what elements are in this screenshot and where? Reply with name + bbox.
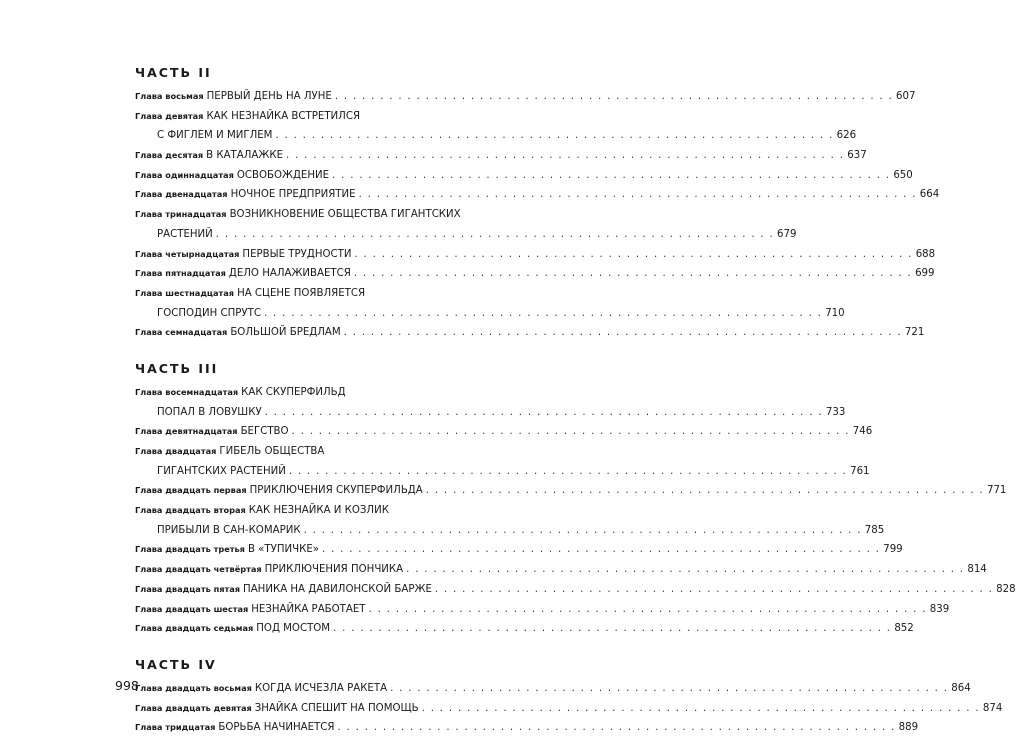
part-heading: ЧАСТЬ IV — [135, 656, 217, 672]
chapter-page-number: 710 — [825, 307, 845, 319]
chapter-page-number: 679 — [777, 228, 797, 240]
chapter-title: КОГДА ИСЧЕЗЛА РАКЕТА — [254, 682, 388, 694]
toc-entry[interactable] — [135, 205, 797, 244]
dot-leader: . . . . . . . . . . . . . . . . . . . . . . . . . . . . . . . . . . . . . . . . . . . . . . . . . . . . . . . . . . . . . . — [286, 150, 845, 162]
chapter-title: ПРИКЛЮЧЕНИЯ ПОНЧИКА — [264, 564, 404, 576]
chapter-prefix: Глава шестнадцатая — [135, 287, 235, 298]
chapter-page-number: 688 — [915, 248, 936, 260]
chapter-title: ОСВОБОЖДЕНИЕ — [236, 169, 330, 181]
chapter-page-number: 799 — [883, 544, 903, 556]
chapter-title: ГИБЕЛЬ ОБЩЕСТВА — [219, 446, 325, 457]
chapter-prefix: Глава двадцать восьмая — [135, 682, 252, 693]
toc-entry[interactable] — [135, 442, 870, 481]
chapter-page-number: 607 — [896, 91, 916, 102]
toc-entry-line — [135, 126, 857, 146]
dot-leader: . . . . . . . . . . . . . . . . . . . . . . . . . . . . . . . . . . . . . . . . . . . . . . . . . . . . . . . . . . . . . . — [264, 406, 823, 418]
chapter-title: ПЕРВЫЙ ДЕНЬ НА ЛУНЕ — [206, 91, 332, 102]
dot-leader: . . . . . . . . . . . . . . . . . . . . . . . . . . . . . . . . . . . . . . . . . . . . . . . . . . . . . . . . . . . . . . — [303, 524, 862, 536]
toc-entry-line — [135, 699, 1003, 719]
toc-entry[interactable] — [135, 146, 867, 166]
dot-leader: . . . . . . . . . . . . . . . . . . . . . . . . . . . . . . . . . . . . . . . . . . . . . . . . . . . . . . . . . . . . . . — [333, 623, 892, 635]
toc-entry-line — [135, 107, 472, 127]
toc-entry[interactable] — [135, 481, 1007, 501]
chapter-prefix: Глава тринадцатая — [135, 209, 227, 220]
page-number: 998 — [115, 678, 139, 693]
chapter-prefix: Глава двадцать шестая — [135, 603, 249, 614]
toc-entry-line — [135, 580, 1016, 600]
toc-entry[interactable] — [135, 383, 846, 422]
chapter-title: ПЕРВЫЕ ТРУДНОСТИ — [242, 248, 352, 260]
dot-leader: . . . . . . . . . . . . . . . . . . . . . . . . . . . . . . . . . . . . . . . . . . . . . . . . . . . . . . . . . . . . . . — [334, 91, 894, 102]
chapter-prefix: Глава двадцать седьмая — [135, 623, 254, 634]
chapter-prefix: Глава двадцатая — [135, 446, 217, 456]
chapter-prefix: Глава девятая — [135, 110, 204, 121]
toc-entry-line — [135, 462, 870, 482]
chapter-prefix: Глава одиннадцатая — [135, 169, 234, 180]
toc-entry[interactable] — [135, 619, 914, 639]
chapter-title: КАК НЕЗНАЙКА ВСТРЕТИЛСЯ — [206, 110, 361, 122]
dot-leader: . . . . . . . . . . . . . . . . . . . . . . . . . . . . . . . . . . . . . . . . . . . . . . . . . . . . . . . . . . . . . . — [291, 426, 850, 438]
dot-leader: . . . . . . . . . . . . . . . . . . . . . . . . . . . . . . . . . . . . . . . . . . . . . . . . . . . . . . . . . . . . . . — [368, 603, 927, 615]
part-heading: ЧАСТЬ II — [135, 65, 212, 80]
chapter-page-number: 864 — [951, 682, 971, 694]
toc-entry-line — [135, 304, 845, 324]
chapter-title: ПАНИКА НА ДАВИЛОНСКОЙ БАРЖЕ — [243, 583, 432, 595]
chapter-title: ГИГАНТСКИХ РАСТЕНИЙ — [157, 465, 286, 477]
toc-entry-line — [135, 501, 472, 521]
toc-entry-line — [135, 540, 903, 560]
toc-entry[interactable] — [135, 600, 950, 620]
chapter-page-number: 839 — [929, 603, 950, 615]
toc-entry[interactable] — [135, 107, 857, 146]
dot-leader: . . . . . . . . . . . . . . . . . . . . . . . . . . . . . . . . . . . . . . . . . . . . . . . . . . . . . . . . . . . . . . — [215, 228, 775, 240]
chapter-page-number: 814 — [967, 564, 987, 576]
chapter-title: КАК СКУПЕРФИЛЬД — [241, 386, 346, 398]
chapter-prefix: Глава двадцать первая — [135, 485, 247, 496]
toc-entry[interactable] — [135, 264, 935, 284]
chapter-title: ДЕЛО НАЛАЖИВАЕТСЯ — [228, 268, 351, 280]
toc-entry[interactable] — [135, 87, 916, 107]
toc-entry-line — [135, 87, 916, 107]
toc-entry-line — [135, 205, 472, 225]
dot-leader: . . . . . . . . . . . . . . . . . . . . . . . . . . . . . . . . . . . . . . . . . . . . . . . . . . . . . . . . . . . . . . — [390, 682, 949, 694]
dot-leader: . . . . . . . . . . . . . . . . . . . . . . . . . . . . . . . . . . . . . . . . . . . . . . . . . . . . . . . . . . . . . . — [434, 583, 994, 595]
part-heading: ЧАСТЬ III — [135, 360, 219, 376]
toc-entry[interactable] — [135, 422, 873, 442]
dot-leader: . . . . . . . . . . . . . . . . . . . . . . . . . . . . . . . . . . . . . . . . . . . . . . . . . . . . . . . . . . . . . . — [275, 130, 834, 142]
toc-entry-line — [135, 422, 873, 442]
dot-leader: . . . . . . . . . . . . . . . . . . . . . . . . . . . . . . . . . . . . . . . . . . . . . . . . . . . . . . . . . . . . . . — [358, 189, 917, 201]
toc-entry[interactable] — [135, 540, 903, 560]
chapter-prefix: Глава двадцать пятая — [135, 583, 241, 594]
chapter-title: ЗНАЙКА СПЕШИТ НА ПОМОЩЬ — [254, 702, 419, 714]
toc-entry-line — [135, 245, 936, 265]
dot-leader: . . . . . . . . . . . . . . . . . . . . . . . . . . . . . . . . . . . . . . . . . . . . . . . . . . . . . . . . . . . . . . — [322, 544, 881, 556]
dot-leader: . . . . . . . . . . . . . . . . . . . . . . . . . . . . . . . . . . . . . . . . . . . . . . . . . . . . . . . . . . . . . . — [406, 564, 965, 576]
toc-entry-line — [135, 521, 885, 541]
toc-entry-line — [135, 284, 472, 304]
chapter-prefix: Глава тридцатая — [135, 722, 216, 733]
chapter-page-number: 785 — [864, 524, 885, 536]
toc-entry[interactable] — [135, 580, 1016, 600]
chapter-page-number: 889 — [898, 722, 919, 734]
toc-entry-line — [135, 403, 846, 423]
dot-leader: . . . . . . . . . . . . . . . . . . . . . . . . . . . . . . . . . . . . . . . . . . . . . . . . . . . . . . . . . . . . . . — [288, 465, 848, 477]
chapter-page-number: 771 — [986, 485, 1007, 497]
chapter-prefix: Глава двадцать четвёртая — [135, 564, 262, 575]
chapter-prefix: Глава двадцать вторая — [135, 505, 246, 516]
chapter-title: ПОД МОСТОМ — [256, 623, 331, 635]
dot-leader: . . . . . . . . . . . . . . . . . . . . . . . . . . . . . . . . . . . . . . . . . . . . . . . . . . . . . . . . . . . . . . — [332, 169, 891, 181]
dot-leader: . . . . . . . . . . . . . . . . . . . . . . . . . . . . . . . . . . . . . . . . . . . . . . . . . . . . . . . . . . . . . . — [263, 307, 823, 319]
toc-entry-line — [135, 323, 925, 343]
toc-entry-line — [135, 146, 867, 166]
chapter-title: С ФИГЛЕМ И МИГЛЕМ — [157, 130, 273, 142]
toc-entry[interactable] — [135, 245, 936, 265]
chapter-page-number: 761 — [850, 465, 870, 477]
toc-entry[interactable] — [135, 185, 940, 205]
toc-entry-line — [135, 225, 797, 245]
dot-leader: . . . . . . . . . . . . . . . . . . . . . . . . . . . . . . . . . . . . . . . . . . . . . . . . . . . . . . . . . . . . . . — [421, 702, 980, 714]
chapter-page-number: 637 — [847, 150, 867, 162]
chapter-page-number: 664 — [919, 189, 940, 201]
toc-entry-line — [135, 679, 971, 699]
chapter-page-number: 746 — [852, 426, 873, 438]
chapter-title: В «ТУПИЧКЕ» — [247, 544, 319, 556]
chapter-title: НЕЗНАЙКА РАБОТАЕТ — [251, 603, 366, 615]
chapter-prefix: Глава восьмая — [135, 91, 204, 101]
chapter-title: БОЛЬШОЙ БРЕДЛАМ — [230, 327, 341, 339]
chapter-title: БОРЬБА НАЧИНАЕТСЯ — [218, 722, 335, 734]
chapter-page-number: 852 — [894, 623, 914, 635]
dot-leader: . . . . . . . . . . . . . . . . . . . . . . . . . . . . . . . . . . . . . . . . . . . . . . . . . . . . . . . . . . . . . . — [343, 327, 902, 339]
toc-entry-line — [135, 166, 913, 186]
chapter-title: ПРИБЫЛИ В САН-КОМАРИК — [157, 524, 301, 536]
chapter-title: В КАТАЛАЖКЕ — [206, 150, 284, 162]
toc-entry-line — [135, 264, 935, 284]
toc-entry[interactable] — [135, 284, 845, 323]
chapter-title: БЕГСТВО — [240, 426, 289, 438]
toc-entry[interactable] — [135, 501, 885, 540]
chapter-prefix: Глава девятнадцатая — [135, 426, 238, 437]
chapter-prefix: Глава пятнадцатая — [135, 268, 226, 279]
chapter-page-number: 699 — [915, 268, 935, 280]
chapter-prefix: Глава двадцать третья — [135, 544, 245, 555]
dot-leader: . . . . . . . . . . . . . . . . . . . . . . . . . . . . . . . . . . . . . . . . . . . . . . . . . . . . . . . . . . . . . . — [337, 722, 896, 734]
toc-entry[interactable] — [135, 679, 971, 699]
chapter-prefix: Глава семнадцатая — [135, 327, 228, 338]
chapter-prefix: Глава восемнадцатая — [135, 386, 239, 397]
chapter-title: НОЧНОЕ ПРЕДПРИЯТИЕ — [230, 189, 356, 201]
dot-leader: . . . . . . . . . . . . . . . . . . . . . . . . . . . . . . . . . . . . . . . . . . . . . . . . . . . . . . . . . . . . . . — [425, 485, 984, 497]
chapter-title: ГОСПОДИН СПРУТС — [157, 307, 261, 319]
chapter-page-number: 650 — [893, 169, 913, 181]
toc-entry[interactable] — [135, 718, 919, 738]
toc-entry-line — [135, 383, 472, 403]
chapter-title: КАК НЕЗНАЙКА И КОЗЛИК — [248, 505, 389, 517]
toc-entry[interactable] — [135, 699, 1003, 719]
toc-entry-line — [135, 560, 987, 580]
chapter-title: РАСТЕНИЙ — [157, 228, 213, 240]
dot-leader: . . . . . . . . . . . . . . . . . . . . . . . . . . . . . . . . . . . . . . . . . . . . . . . . . . . . . . . . . . . . . . — [353, 268, 913, 280]
chapter-title: ПОПАЛ В ЛОВУШКУ — [157, 406, 262, 418]
toc-entry-line — [135, 718, 919, 738]
toc-entry-line — [135, 185, 940, 205]
chapter-prefix: Глава десятая — [135, 150, 204, 161]
toc-entry[interactable] — [135, 166, 913, 186]
dot-leader: . . . . . . . . . . . . . . . . . . . . . . . . . . . . . . . . . . . . . . . . . . . . . . . . . . . . . . . . . . . . . . — [354, 248, 913, 260]
chapter-page-number: 733 — [825, 406, 846, 418]
chapter-page-number: 828 — [996, 583, 1016, 595]
chapter-title: НА СЦЕНЕ ПОЯВЛЯЕТСЯ — [237, 287, 366, 299]
chapter-prefix: Глава двенадцатая — [135, 189, 228, 200]
toc-entry-line — [135, 619, 914, 639]
chapter-prefix: Глава двадцать девятая — [135, 702, 252, 713]
chapter-page-number: 721 — [904, 327, 925, 339]
chapter-title: ВОЗНИКНОВЕНИЕ ОБЩЕСТВА ГИГАНТСКИХ — [229, 209, 461, 221]
chapter-page-number: 626 — [836, 130, 857, 142]
table-of-contents — [135, 64, 1016, 738]
chapter-prefix: Глава четырнадцатая — [135, 248, 240, 259]
toc-entry-line — [135, 600, 950, 620]
toc-entry[interactable] — [135, 560, 987, 580]
toc-entry-line — [135, 481, 1007, 501]
toc-entry-line — [135, 442, 472, 462]
chapter-title: ПРИКЛЮЧЕНИЯ СКУПЕРФИЛЬДА — [249, 485, 423, 497]
toc-entry[interactable] — [135, 323, 925, 343]
chapter-page-number: 874 — [982, 702, 1003, 714]
